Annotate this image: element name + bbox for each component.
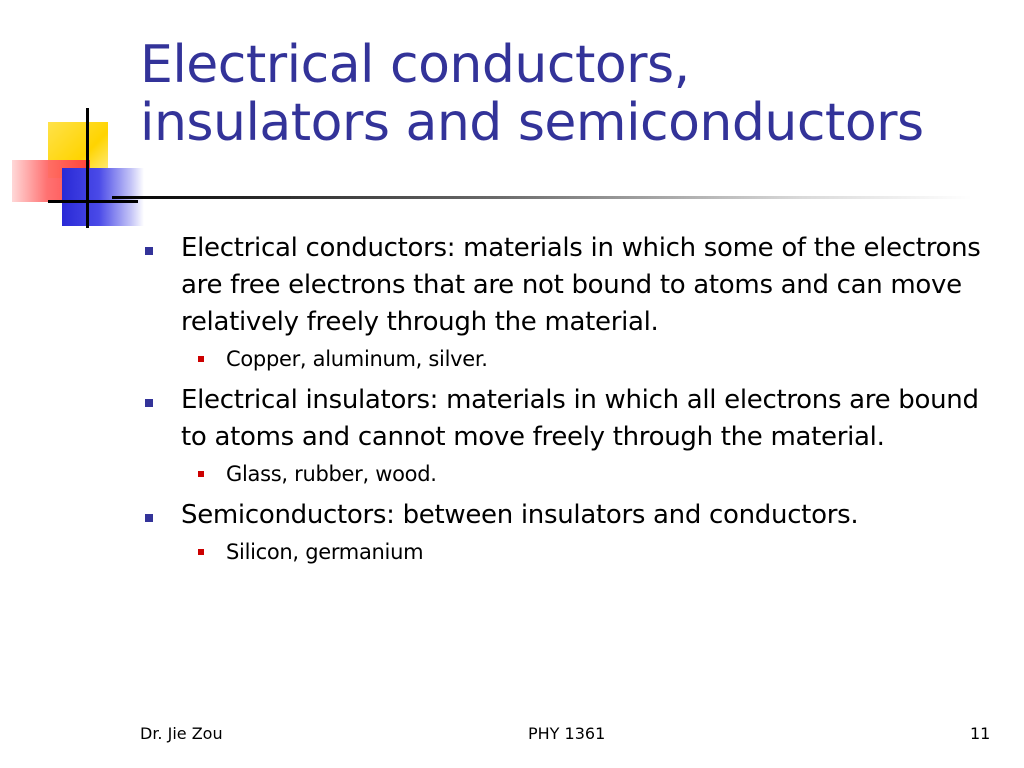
footer-page-number: 11 [970, 724, 991, 743]
title-line-1: Electrical conductors, [140, 35, 690, 95]
bullet-marker [145, 399, 153, 407]
bullet-marker [145, 247, 153, 255]
sub-bullet-text: Glass, rubber, wood. [226, 462, 437, 486]
bullet-insulators [143, 382, 1003, 456]
bullet-conductors [143, 230, 1003, 341]
sub-bullet-conductor-examples [143, 343, 1003, 375]
bullet-semiconductors [143, 497, 1003, 534]
sub-bullet-insulator-examples [143, 458, 1003, 490]
title-underline [112, 196, 972, 199]
horizontal-line-decoration [48, 200, 138, 203]
vertical-line-decoration [86, 108, 89, 228]
sub-bullet-text: Copper, aluminum, silver. [226, 347, 488, 371]
bullet-text: Semiconductors: between insulators and conductors. [181, 500, 859, 530]
slide-title [140, 36, 1000, 152]
sub-bullet-marker [198, 356, 204, 362]
bullet-text: Electrical conductors: materials in which some of the electrons are free electrons that are not bound to atoms and can move relatively freely through the material. [181, 233, 981, 337]
sub-bullet-marker [198, 471, 204, 477]
footer-course: PHY 1361 [528, 724, 606, 743]
bullet-text: Electrical insulators: materials in which all electrons are bound to atoms and cannot move freely through the material. [181, 385, 979, 452]
bullet-marker [145, 514, 153, 522]
slide-body [143, 230, 1003, 568]
sub-bullet-marker [198, 549, 204, 555]
title-line-2: insulators and semiconductors [140, 93, 924, 153]
footer-author: Dr. Jie Zou [140, 724, 223, 743]
decorative-logo [0, 0, 150, 240]
sub-bullet-semiconductor-examples [143, 536, 1003, 568]
sub-bullet-text: Silicon, germanium [226, 540, 424, 564]
